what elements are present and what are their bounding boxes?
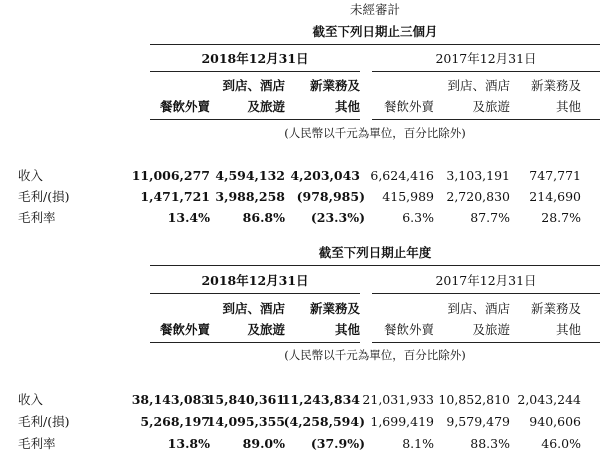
col-header-food-delivery: 餐飲外賣 xyxy=(159,99,210,114)
year-2017-header: 2017年12月31日 xyxy=(435,273,537,288)
cell: (978,985) xyxy=(296,189,365,204)
cell: 14,095,355 xyxy=(206,414,285,429)
cell: 5,268,197 xyxy=(140,414,210,429)
cell: 940,606 xyxy=(529,414,581,429)
cell: 747,771 xyxy=(529,168,581,183)
unit-note: (人民幣以千元為單位，百分比除外) xyxy=(284,126,466,140)
divider-2017 xyxy=(372,71,600,72)
cell: (23.3%) xyxy=(310,210,365,225)
cell: 46.0% xyxy=(541,436,581,451)
cell: 8.1% xyxy=(402,436,434,451)
cell: 3,988,258 xyxy=(215,189,285,204)
cell: 11,243,834 xyxy=(281,392,360,407)
divider-2018 xyxy=(150,293,360,294)
year-2017-header: 2017年12月31日 xyxy=(435,51,537,66)
cell: (4,258,594) xyxy=(283,414,365,429)
divider xyxy=(372,119,600,120)
cell: 13.4% xyxy=(167,210,210,225)
row-label-revenue: 收入 xyxy=(18,392,44,407)
col-header-new-initiatives-line1: 新業務及 xyxy=(530,301,581,316)
cell: 6,624,416 xyxy=(370,168,434,183)
cell: 1,471,721 xyxy=(140,189,210,204)
row-label-gross-profit: 毛利/(損) xyxy=(18,189,70,204)
divider xyxy=(150,342,360,343)
col-header-in-store-line2: 及旅遊 xyxy=(247,99,285,114)
col-header-in-store-line1: 到店、酒店 xyxy=(447,301,510,316)
col-header-new-initiatives-line2: 其他 xyxy=(555,99,581,114)
col-header-in-store-line1: 到店、酒店 xyxy=(447,78,510,93)
cell: 4,203,043 xyxy=(290,168,360,183)
cell: 21,031,933 xyxy=(362,392,434,407)
col-header-new-initiatives-line2: 其他 xyxy=(555,322,581,337)
cell: 3,103,191 xyxy=(446,168,510,183)
cell: 11,006,277 xyxy=(131,168,210,183)
cell: 214,690 xyxy=(529,189,581,204)
row-label-gross-margin: 毛利率 xyxy=(18,210,56,225)
divider xyxy=(150,44,600,45)
year-2018-header: 2018年12月31日 xyxy=(201,51,309,66)
cell: 6.3% xyxy=(402,210,434,225)
col-header-in-store-line2: 及旅遊 xyxy=(472,322,510,337)
col-header-food-delivery: 餐飲外賣 xyxy=(383,322,434,337)
cell: 38,143,083 xyxy=(131,392,210,407)
col-header-new-initiatives-line2: 其他 xyxy=(334,322,360,337)
cell: 28.7% xyxy=(541,210,581,225)
cell: 86.8% xyxy=(242,210,285,225)
cell: 9,579,479 xyxy=(446,414,510,429)
cell: 4,594,132 xyxy=(215,168,285,183)
divider xyxy=(372,342,600,343)
col-header-in-store-line2: 及旅遊 xyxy=(247,322,285,337)
col-header-in-store-line1: 到店、酒店 xyxy=(222,301,285,316)
unit-note: (人民幣以千元為單位，百分比除外) xyxy=(284,348,466,362)
col-header-new-initiatives-line1: 新業務及 xyxy=(530,78,581,93)
top-caption: 未經審計 xyxy=(349,2,400,17)
row-label-revenue: 收入 xyxy=(18,168,44,183)
cell: 2,043,244 xyxy=(517,392,581,407)
cell: (37.9%) xyxy=(310,436,365,451)
row-label-gross-margin: 毛利率 xyxy=(18,436,56,451)
cell: 415,989 xyxy=(382,189,434,204)
cell: 15,840,361 xyxy=(206,392,285,407)
cell: 2,720,830 xyxy=(446,189,510,204)
cell: 89.0% xyxy=(242,436,285,451)
year-2018-header: 2018年12月31日 xyxy=(201,273,309,288)
col-header-new-initiatives-line1: 新業務及 xyxy=(309,301,360,316)
divider xyxy=(150,119,360,120)
row-label-gross-profit: 毛利/(損) xyxy=(18,414,70,429)
col-header-food-delivery: 餐飲外賣 xyxy=(383,99,434,114)
col-header-new-initiatives-line2: 其他 xyxy=(334,99,360,114)
divider xyxy=(150,265,600,266)
cell: 88.3% xyxy=(470,436,510,451)
cell: 87.7% xyxy=(470,210,510,225)
period-title: 截至下列日期止三個月 xyxy=(312,24,438,39)
period-title: 截至下列日期止年度 xyxy=(318,245,432,260)
col-header-in-store-line2: 及旅遊 xyxy=(472,99,510,114)
divider-2018 xyxy=(150,71,360,72)
col-header-in-store-line1: 到店、酒店 xyxy=(222,78,285,93)
col-header-new-initiatives-line1: 新業務及 xyxy=(309,78,360,93)
cell: 10,852,810 xyxy=(438,392,510,407)
cell: 1,699,419 xyxy=(370,414,434,429)
col-header-food-delivery: 餐飲外賣 xyxy=(159,322,210,337)
cell: 13.8% xyxy=(167,436,210,451)
divider-2017 xyxy=(372,293,600,294)
